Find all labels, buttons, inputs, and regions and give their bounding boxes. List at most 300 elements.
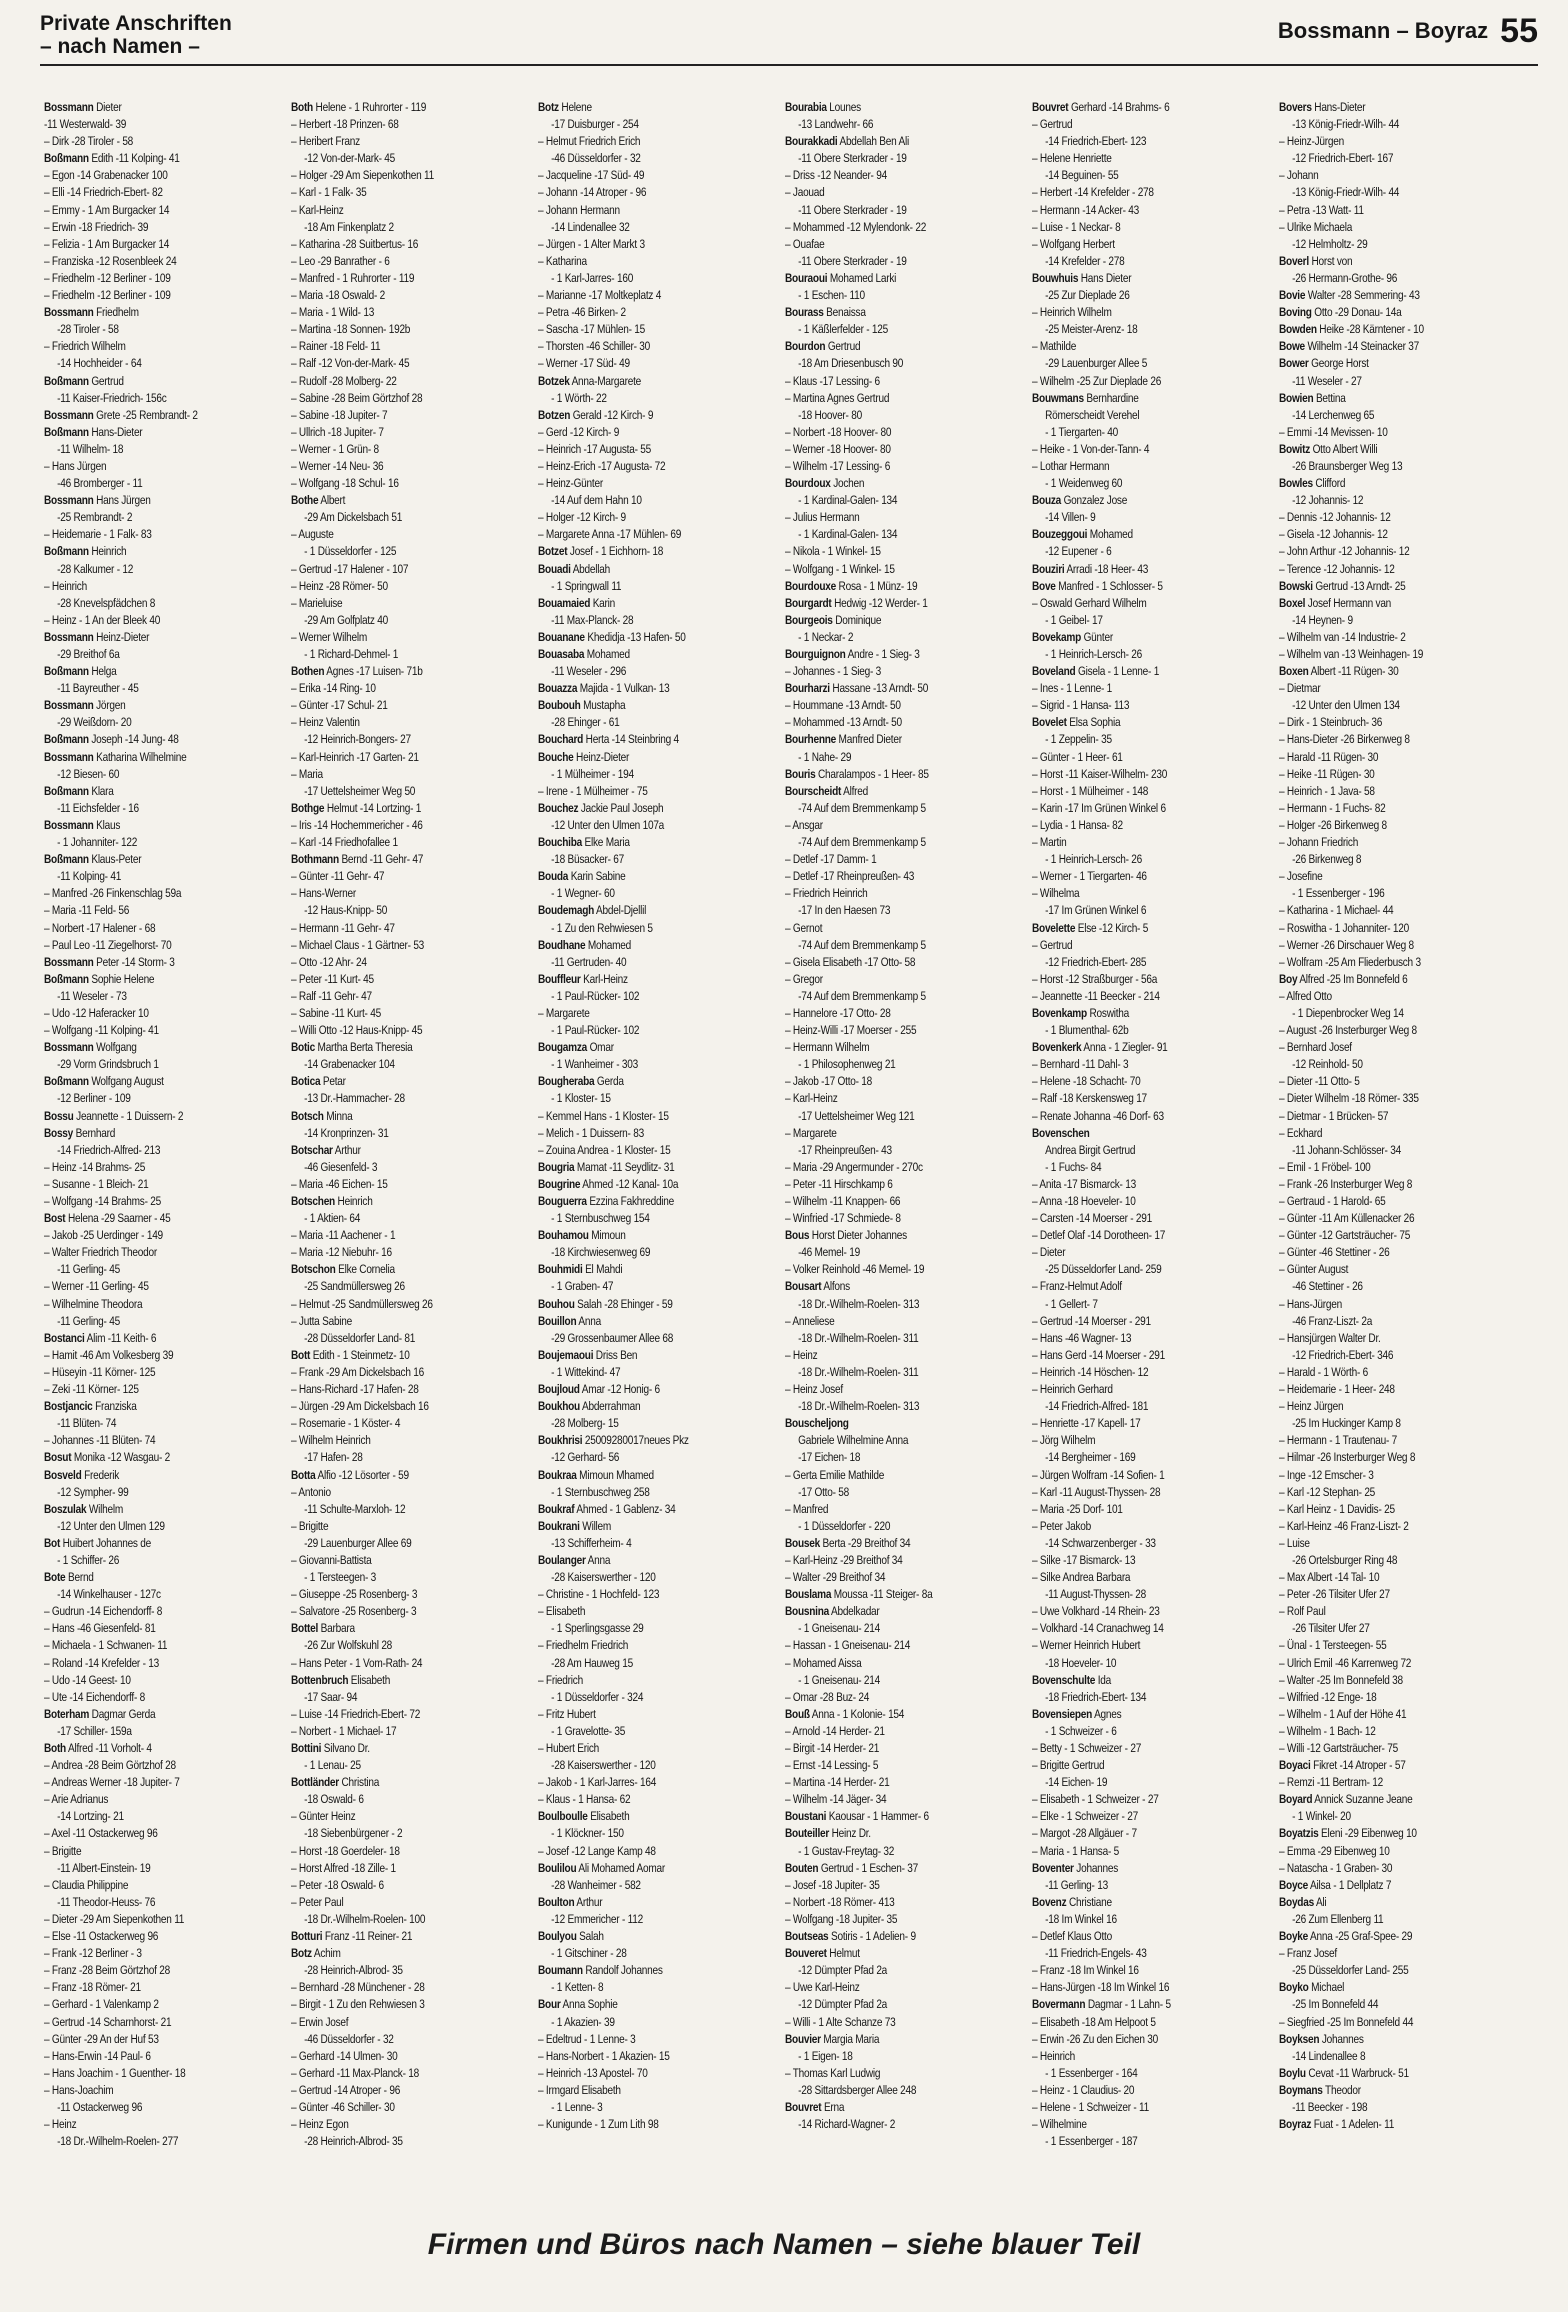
surname-entry: Bottel Barbara: [291, 1621, 355, 1636]
entry-line: – Winfried -17 Schmiede- 8: [785, 1211, 901, 1226]
entry-line: – Günter -11 Am Küllenacker 26: [1279, 1211, 1415, 1226]
entry-line: -25 Zur Dieplade 26: [1045, 288, 1130, 303]
entry-line: – Wilhelm -11 Knappen- 66: [785, 1194, 901, 1208]
entry-line: – Jürgen - 1 Alter Markt 3: [538, 236, 645, 251]
entry-line: -28 Düsseldorfer Land- 81: [304, 1330, 416, 1345]
surname-entry: Bouguerra Ezzina Fakhreddine: [538, 1194, 675, 1208]
entry-line: – Kunigunde - 1 Zum Lith 98: [538, 2117, 659, 2132]
surname: Botzek: [538, 373, 570, 388]
surname-entry: Bouß Anna - 1 Kolonie- 154: [785, 1706, 905, 1721]
entry-line: -11 Friedrich-Engels- 43: [1045, 1946, 1147, 1961]
entry-line: - 1 Lenau- 25: [304, 1758, 361, 1773]
entry-line: – Hans-Dieter -26 Birkenweg 8: [1279, 732, 1410, 747]
entry-line: -26 Zum Ellenberg 11: [1292, 1911, 1384, 1926]
surname: Bouazza: [538, 681, 578, 696]
surname-entry: Bottenbruch Elisabeth: [291, 1672, 391, 1687]
entry-line: – Arie Adrianus: [44, 1792, 109, 1807]
entry-line: – Herbert -14 Krefelder - 278: [1032, 185, 1154, 200]
entry-line: – Gernot: [785, 920, 823, 935]
entry-line: – Anneliese: [785, 1313, 835, 1328]
entry-line: – Norbert -18 Römer- 413: [785, 1894, 895, 1909]
entry-line: – Jeannette -11 Beecker - 214: [1032, 988, 1160, 1003]
entry-line: - 1 Sternbuschweg 154: [551, 1211, 650, 1226]
entry-line: -28 Heinrich-Albrod- 35: [304, 1963, 403, 1978]
entry-line: -17 Eichen- 18: [798, 1450, 861, 1465]
entry-line: – Lydia - 1 Hansa- 82: [1032, 817, 1123, 832]
surname: Boujloud: [538, 1382, 580, 1397]
surname-entry: Bossmann Dieter: [44, 100, 122, 114]
surname: Bovelette: [1032, 920, 1076, 935]
entry-line: – Karin -17 Im Grünen Winkel 6: [1032, 800, 1166, 815]
surname: Bourdouxe: [785, 578, 837, 593]
surname: Bouza: [1032, 493, 1062, 508]
surname-entry: Boverl Horst von: [1279, 253, 1353, 268]
surname: Bovekamp: [1032, 629, 1082, 644]
entry-line: – Emil - 1 Fröbel- 100: [1279, 1159, 1371, 1174]
entry-line: – Mohamed Aissa: [785, 1655, 862, 1670]
surname: Bougria: [538, 1159, 575, 1174]
entry-line: – Wilhelm -17 Lessing- 6: [785, 458, 891, 473]
surname-entry: Bouvier Margia Maria: [785, 2031, 880, 2046]
entry-line: – Michael Claus - 1 Gärtner- 53: [291, 937, 425, 952]
surname: Boßmann: [44, 424, 89, 439]
entry-line: – Klaus - 1 Hansa- 62: [538, 1792, 631, 1807]
entry-line: – Marieluise: [291, 595, 343, 610]
surname: Boxen: [1279, 664, 1309, 679]
entry-line: – Gerhard -14 Ulmen- 30: [291, 2048, 398, 2063]
surname: Boustani: [785, 1809, 827, 1824]
entry-line: – Peter -26 Tilsiter Ufer 27: [1279, 1587, 1390, 1602]
surname-entry: Bouffleur Karl-Heinz: [538, 971, 628, 986]
surname-entry: Bourguignon Andre - 1 Sieg- 3: [785, 647, 920, 661]
entry-line: – Emmi -14 Mevissen- 10: [1279, 424, 1388, 439]
surname: Bowien: [1279, 390, 1314, 405]
entry-line: -11 Westerwald- 39: [44, 117, 127, 132]
footer-note: Firmen und Büros nach Namen – siehe blauer Teil: [427, 2228, 1141, 2261]
entry-line: – Gertrud -17 Halener - 107: [291, 561, 409, 576]
entry-line: -14 Lerchenweg 65: [1292, 407, 1375, 422]
entry-line: -11 Weseler - 73: [57, 988, 127, 1003]
entry-line: -14 Krefelder - 278: [1045, 253, 1125, 268]
entry-line: -25 Sandmüllersweg 26: [304, 1279, 405, 1294]
entry-line: – Franz -18 Römer- 21: [44, 1980, 141, 1995]
surname: Bouvier: [785, 2031, 821, 2046]
entry-line: -25 Im Huckinger Kamp 8: [1292, 1416, 1401, 1431]
entry-line: -17 Schiller- 159a: [57, 1723, 132, 1738]
entry-line: - 1 Sternbuschweg 258: [551, 1484, 650, 1499]
surname: Bouwmans: [1032, 390, 1084, 405]
entry-line: – Omar -28 Buz- 24: [785, 1689, 870, 1704]
entry-line: – Irene - 1 Mülheimer - 75: [538, 783, 648, 798]
surname: Boulboulle: [538, 1809, 588, 1824]
surname: Boßmann: [44, 971, 89, 986]
entry-line: – Werner -11 Gerling- 45: [44, 1279, 149, 1294]
entry-line: – Rosemarie - 1 Köster- 4: [291, 1416, 401, 1431]
page-header: [40, 10, 1538, 64]
surname-entry: Bouchez Jackie Paul Joseph: [538, 800, 664, 815]
surname-entry: Boutseas Sotiris - 1 Adelien- 9: [785, 1929, 916, 1944]
entry-line: – Heinrich: [44, 578, 87, 593]
entry-line: - 1 Lenne- 3: [551, 2099, 603, 2114]
surname-entry: Boukraa Mimoun Mhamed: [538, 1467, 654, 1482]
surname-entry: Bouraoui Mohamed Larki: [785, 270, 897, 285]
surname: Boßmann: [44, 852, 89, 867]
entry-line: -25 Rembrandt- 2: [57, 510, 133, 525]
entry-line: – Wilhelm Heinrich: [291, 1433, 371, 1448]
surname: Bouziri: [1032, 561, 1065, 576]
entry-line: – Silke -17 Bismarck- 13: [1032, 1552, 1136, 1567]
entry-line: – Anita -17 Bismarck- 13: [1032, 1176, 1136, 1191]
surname: Bouchard: [538, 732, 584, 747]
surname-entry: Bottini Silvano Dr.: [291, 1741, 370, 1755]
entry-line: - 1 Graben- 47: [551, 1279, 614, 1294]
surname-entry: Bourgardt Hedwig -12 Werder- 1: [785, 595, 928, 610]
surname: Boyce: [1279, 1877, 1309, 1892]
entry-line: – Remzi -11 Bertram- 12: [1279, 1775, 1383, 1790]
entry-line: – Gertrud: [1032, 937, 1073, 952]
surname-entry: Bostjancic Franziska: [44, 1399, 137, 1414]
surname-entry: Bousnina Abdelkadar: [785, 1604, 880, 1619]
entry-line: – Gregor: [785, 971, 823, 986]
surname-entry: Bousart Alfons: [785, 1279, 850, 1294]
entry-line: – Irmgard Elisabeth: [538, 2082, 621, 2097]
entry-line: – Norbert -17 Halener - 68: [44, 920, 156, 935]
entry-line: – Maria -46 Eichen- 15: [291, 1176, 388, 1191]
entry-line: – Hans-Norbert - 1 Akazien- 15: [538, 2048, 670, 2063]
entry-line: – Volkhard -14 Cranachweg 14: [1032, 1621, 1164, 1636]
entry-line: – Gertrud -14 Atroper - 96: [291, 2082, 401, 2097]
entry-line: – Heinz: [785, 1347, 818, 1362]
entry-line: – Michaela - 1 Schwanen- 11: [44, 1638, 168, 1653]
entry-line: -46 Düsseldorfer - 32: [304, 2031, 394, 2046]
entry-line: – Andreas Werner -18 Jupiter- 7: [44, 1775, 180, 1790]
surname: Bovermann: [1032, 1997, 1086, 2012]
surname-entry: Botta Alfio -12 Lösorter - 59: [291, 1467, 409, 1482]
entry-line: -17 Hafen- 28: [304, 1450, 363, 1465]
surname: Bothge: [291, 800, 325, 815]
surname-entry: Bote Bernd: [44, 1570, 94, 1585]
surname-entry: Bourabia Lounes: [785, 100, 861, 114]
entry-line: – Johann Hermann: [538, 202, 620, 217]
entry-line: -14 Friedrich-Ebert- 123: [1045, 134, 1147, 149]
surname: Bourguignon: [785, 647, 846, 661]
section-title-line-2: – nach Namen –: [40, 35, 200, 58]
surname: Bowski: [1279, 578, 1313, 593]
entry-line: -11 Gerling- 45: [57, 1313, 120, 1328]
header-rule: [40, 64, 1538, 66]
surname: Botic: [291, 1040, 315, 1055]
entry-line: -12 Berliner - 109: [57, 1091, 131, 1106]
entry-line: -12 Unter den Ulmen 107a: [551, 817, 665, 832]
surname: Bothen: [291, 664, 325, 679]
entry-line: – Sabine -11 Kurt- 45: [291, 1005, 381, 1020]
surname-entry: Boudhane Mohamed: [538, 937, 632, 952]
entry-line: -25 Düsseldorfer Land- 255: [1292, 1963, 1409, 1978]
name-range-title: [1278, 12, 1538, 51]
surname: Bouchiba: [538, 835, 582, 850]
entry-line: – Franz -18 Im Winkel 16: [1032, 1963, 1139, 1978]
entry-line: – Birgit -14 Herder- 21: [785, 1741, 880, 1755]
entry-line: – Karl - 1 Falk- 35: [291, 185, 367, 200]
surname: Bovensiepen: [1032, 1706, 1093, 1721]
entry-line: – Frank -12 Berliner - 3: [44, 1946, 142, 1961]
entry-line: – Maria: [291, 766, 323, 781]
surname-entry: Botz Achim: [291, 1946, 341, 1961]
surname-entry: Bourhenne Manfred Dieter: [785, 732, 902, 747]
entry-line: -25 Meister-Arenz- 18: [1045, 322, 1138, 337]
surname: Bossmann: [44, 698, 94, 713]
entry-line: Römerscheidt Verehel: [1045, 407, 1140, 422]
surname-entry: Botzen Gerald -12 Kirch- 9: [538, 407, 654, 422]
entry-line: – Else -11 Ostackerweg 96: [44, 1929, 159, 1944]
entry-line: – Frank -29 Am Dickelsbach 16: [291, 1364, 424, 1379]
directory-column-2: [291, 99, 488, 2204]
surname-entry: Bowles Clifford: [1279, 476, 1346, 491]
entry-line: – Wolfgang - 1 Winkel- 15: [785, 561, 895, 576]
surname: Boxel: [1279, 595, 1306, 610]
surname: Boyaci: [1279, 1758, 1311, 1773]
entry-line: – Hubert Erich: [538, 1741, 600, 1755]
entry-line: – Karl Heinz - 1 Davidis- 25: [1279, 1501, 1395, 1516]
entry-line: -18 Siebenbürgener - 2: [304, 1826, 403, 1841]
surname-entry: Botschen Heinrich: [291, 1194, 373, 1208]
surname-entry: Boulilou Ali Mohamed Aomar: [538, 1860, 665, 1875]
surname-entry: Bougamza Omar: [538, 1040, 614, 1055]
surname-entry: Bowien Bettina: [1279, 390, 1346, 405]
entry-line: – Heinz-Willi -17 Moerser - 255: [785, 1023, 917, 1038]
surname: Bosveld: [44, 1467, 82, 1482]
surname: Boudemagh: [538, 903, 595, 918]
entry-line: – Andrea -28 Beim Görtzhof 28: [44, 1758, 176, 1773]
entry-line: - 1 Johanniter- 122: [57, 835, 138, 850]
surname-entry: Bouveret Helmut: [785, 1946, 860, 1961]
entry-line: -14 Heynen- 9: [1292, 612, 1353, 627]
entry-line: – Franz Josef: [1279, 1946, 1337, 1961]
surname-entry: Boubouh Mustapha: [538, 698, 626, 713]
surname: Bossmann: [44, 817, 94, 832]
entry-line: – Auguste: [291, 527, 334, 542]
entry-line: -12 Von-der-Mark- 45: [304, 151, 396, 166]
entry-line: – Anna -18 Hoeveler- 10: [1032, 1194, 1136, 1208]
entry-line: – Elisabeth - 1 Schweizer - 27: [1032, 1792, 1159, 1807]
surname: Bossmann: [44, 493, 94, 508]
entry-line: - 1 Essenberger - 196: [1292, 886, 1385, 901]
surname-entry: Bourdouxe Rosa - 1 Münz- 19: [785, 578, 918, 593]
entry-line: – Günter -17 Schul- 21: [291, 698, 388, 713]
surname-entry: Bosut Monika -12 Wasgau- 2: [44, 1450, 171, 1465]
surname-entry: Bovenkerk Anna - 1 Ziegler- 91: [1032, 1040, 1168, 1055]
entry-line: - 1 Kardinal-Galen- 134: [798, 493, 898, 508]
surname-entry: Bour Anna Sophie: [538, 1997, 618, 2012]
entry-line: – Heinrich - 1 Java- 58: [1279, 783, 1375, 798]
entry-line: – Hansjürgen Walter Dr.: [1279, 1330, 1381, 1345]
entry-line: – Horst -11 Kaiser-Wilhelm- 230: [1032, 766, 1168, 781]
entry-line: – Driss -12 Neander- 94: [785, 168, 887, 183]
entry-line: – Gertrud -14 Moerser - 291: [1032, 1313, 1151, 1328]
entry-line: - 1 Gneisenau- 214: [798, 1621, 881, 1636]
surname-entry: Bouza Gonzalez Jose: [1032, 493, 1128, 508]
entry-line: – Bernhard Josef: [1279, 1040, 1352, 1055]
entry-line: – Maria -25 Dorf- 101: [1032, 1501, 1123, 1516]
entry-line: – Jürgen Wolfram -14 Sofien- 1: [1032, 1467, 1165, 1482]
entry-line: - 1 Neckar- 2: [798, 629, 854, 644]
surname-entry: Botzet Josef - 1 Eichhorn- 18: [538, 544, 664, 559]
entry-line: – Hamit -46 Am Volkesberg 39: [44, 1347, 174, 1362]
entry-line: – Eckhard: [1279, 1125, 1323, 1140]
surname-entry: Bovers Hans-Dieter: [1279, 100, 1366, 114]
surname: Bossmann: [44, 954, 94, 969]
entry-line: – Terence -12 Johannis- 12: [1279, 561, 1395, 576]
surname-entry: Boukhrisi 25009280017neues Pkz: [538, 1433, 689, 1448]
entry-line: – Heinrich Gerhard: [1032, 1382, 1113, 1397]
entry-line: – Mathilde: [1032, 339, 1077, 354]
entry-line: – Zeki -11 Körner- 125: [44, 1382, 139, 1397]
entry-line: – Gerhard -11 Max-Planck- 18: [291, 2065, 419, 2080]
surname: Boßmann: [44, 732, 89, 747]
entry-line: – Franz-Helmut Adolf: [1032, 1279, 1122, 1294]
surname-entry: Bourharzi Hassane -13 Arndt- 50: [785, 681, 929, 696]
entry-line: -12 Unter den Ulmen 134: [1292, 698, 1400, 713]
entry-line: – Helmut Friedrich Erich: [538, 134, 641, 149]
entry-line: -12 Friedrich-Ebert- 285: [1045, 954, 1147, 969]
surname: Bouda: [538, 869, 569, 884]
entry-line: -26 Tilsiter Ufer 27: [1292, 1621, 1370, 1636]
surname-entry: Boyce Ailsa - 1 Dellplatz 7: [1279, 1877, 1392, 1892]
entry-line: – Mohammed -13 Arndt- 50: [785, 715, 902, 730]
entry-line: -11 Johann-Schlösser- 34: [1292, 1142, 1401, 1157]
entry-line: – Wilhelm -14 Jäger- 34: [785, 1792, 887, 1807]
entry-line: -14 Kronprinzen- 31: [304, 1125, 389, 1140]
surname: Bourdon: [785, 339, 826, 354]
surname: Boukrani: [538, 1518, 580, 1533]
entry-line: - 1 Schweizer - 6: [1045, 1723, 1117, 1738]
entry-line: -28 Am Hauweg 15: [551, 1655, 633, 1670]
entry-line: - 1 Weidenweg 60: [1045, 476, 1123, 491]
entry-line: – Hoummane -13 Arndt- 50: [785, 698, 901, 713]
entry-line: – Martina -18 Sonnen- 192b: [291, 322, 411, 337]
entry-line: -14 Beguinen- 55: [1045, 168, 1119, 183]
entry-line: – Roswitha - 1 Johanniter- 120: [1279, 920, 1409, 935]
entry-line: -17 Duisburger - 254: [551, 117, 639, 132]
surname: Bouillon: [538, 1313, 577, 1328]
surname: Boßmann: [44, 151, 89, 166]
entry-line: -13 König-Friedr-Wilh- 44: [1292, 185, 1400, 200]
entry-line: -18 Dr.-Wilhelm-Roelen- 313: [798, 1296, 920, 1311]
entry-line: – Dieter -11 Otto- 5: [1279, 1074, 1360, 1089]
surname: Boventer: [1032, 1860, 1074, 1875]
surname: Bourgeois: [785, 612, 833, 627]
surname-entry: Botschar Arthur: [291, 1142, 361, 1157]
entry-line: – Katharina -28 Suitbertus- 16: [291, 236, 419, 251]
entry-line: -11 Obere Sterkrader - 19: [798, 202, 907, 217]
surname: Boyraz: [1279, 2117, 1312, 2132]
entry-line: – Ouafae: [785, 236, 825, 251]
surname-entry: Boventer Johannes: [1032, 1860, 1119, 1875]
surname-entry: Bost Helena -29 Saarner - 45: [44, 1211, 171, 1226]
entry-line: – Wilhelm - 1 Auf der Höhe 41: [1279, 1706, 1407, 1721]
surname: Bost: [44, 1211, 66, 1226]
entry-line: – Heinz Josef: [785, 1382, 843, 1397]
entry-line: - 1 Springwall 11: [551, 578, 622, 593]
entry-line: – Birgit - 1 Zu den Rehwiesen 3: [291, 1997, 425, 2012]
surname-entry: Bovensiepen Agnes: [1032, 1706, 1122, 1721]
entry-line: – Elli -14 Friedrich-Ebert- 82: [44, 185, 163, 200]
entry-line: -11 Kaiser-Friedrich- 156c: [57, 390, 167, 405]
entry-line: -12 Reinhold- 50: [1292, 1057, 1363, 1072]
entry-line: -11 Weseler - 27: [1292, 373, 1362, 388]
entry-line: -28 Kalkumer - 12: [57, 561, 134, 576]
surname-entry: Bothge Helmut -14 Lortzing- 1: [291, 800, 422, 815]
surname-entry: Bovenz Christiane: [1032, 1894, 1112, 1909]
entry-line: – Heinz-Erich -17 Augusta- 72: [538, 458, 666, 473]
entry-line: – Jutta Sabine: [291, 1313, 353, 1328]
entry-line: – Helene -18 Schacht- 70: [1032, 1074, 1141, 1089]
entry-line: -14 Bergheimer - 169: [1045, 1450, 1136, 1465]
surname-entry: Boukrani Willem: [538, 1518, 612, 1533]
surname: Boßmann: [44, 373, 89, 388]
entry-line: - 1 Philosophenweg 21: [798, 1057, 896, 1072]
entry-line: - 1 Wegner- 60: [551, 886, 615, 901]
entry-line: – Hans -46 Wagner- 13: [1032, 1330, 1132, 1345]
entry-line: – Heinz - 1 Claudius- 20: [1032, 2082, 1135, 2097]
entry-line: – Werner - 1 Grün- 8: [291, 441, 379, 456]
entry-line: – Elisabeth: [538, 1604, 586, 1619]
entry-line: -14 Lortzing- 21: [57, 1809, 124, 1824]
surname-entry: [1032, 1125, 1229, 1142]
entry-line: – Heinz Jürgen: [1279, 1399, 1344, 1414]
entry-line: - 1 Gravelotte- 35: [551, 1723, 626, 1738]
entry-line: – Klaus -17 Lessing- 6: [785, 373, 880, 388]
entry-line: – Erwin Josef: [291, 2014, 349, 2029]
entry-line: – Wilhelma: [1032, 886, 1080, 901]
surname: Botschen: [291, 1194, 335, 1208]
entry-line: – Werner - 1 Tiergarten- 46: [1032, 869, 1147, 884]
surname-entry: Bottländer Christina: [291, 1775, 380, 1790]
entry-line: -26 Braunsberger Weg 13: [1292, 458, 1403, 473]
entry-line: – Hermann Wilhelm: [785, 1040, 870, 1055]
entry-line: -11 Schulte-Marxloh- 12: [304, 1501, 406, 1516]
entry-line: – Hannelore -17 Otto- 28: [785, 1005, 891, 1020]
surname: Bostanci: [44, 1330, 85, 1345]
entry-line: - 1 Richard-Dehmel- 1: [304, 647, 399, 661]
entry-line: – Felizia - 1 Am Burgacker 14: [44, 236, 170, 251]
entry-line: – Johannes -11 Blüten- 74: [44, 1433, 156, 1448]
entry-line: - 1 Gitschiner - 28: [551, 1946, 627, 1961]
entry-line: -18 Dr.-Wilhelm-Roelen- 277: [57, 2134, 179, 2149]
entry-line: Gabriele Wilhelmine Anna: [798, 1433, 909, 1448]
entry-line: -18 Büsacker- 67: [551, 852, 624, 867]
surname-entry: Boßmann Heinrich: [44, 544, 127, 559]
entry-line: – Maria -11 Aachener - 1: [291, 1228, 396, 1243]
entry-line: -28 Wanheimer - 582: [551, 1877, 641, 1892]
entry-line: - 1 Wörth- 22: [551, 390, 607, 405]
surname: Boukraa: [538, 1467, 577, 1482]
entry-line: -17 In den Haesen 73: [798, 903, 891, 918]
entry-line: – Sascha -17 Mühlen- 15: [538, 322, 646, 337]
surname-entry: Boßmann Edith -11 Kolping- 41: [44, 151, 180, 166]
surname-entry: Bossmann Peter -14 Storm- 3: [44, 954, 175, 969]
entry-line: – Ullrich -18 Jupiter- 7: [291, 424, 384, 439]
entry-line: -12 Dümpter Pfad 2a: [798, 1963, 888, 1978]
entry-line: – Julius Hermann: [785, 510, 860, 525]
entry-line: – Manfred - 1 Ruhrorter - 119: [291, 270, 415, 285]
entry-line: -17 Rheinpreußen- 43: [798, 1142, 892, 1157]
surname: Boujemaoui: [538, 1347, 594, 1362]
entry-line: – Harald - 1 Wörth- 6: [1279, 1364, 1368, 1379]
surname: Boszulak: [44, 1501, 87, 1516]
surname-entry: Bott Edith - 1 Steinmetz- 10: [291, 1347, 410, 1362]
surname-entry: Bouvret Gerhard -14 Brahms- 6: [1032, 100, 1170, 114]
